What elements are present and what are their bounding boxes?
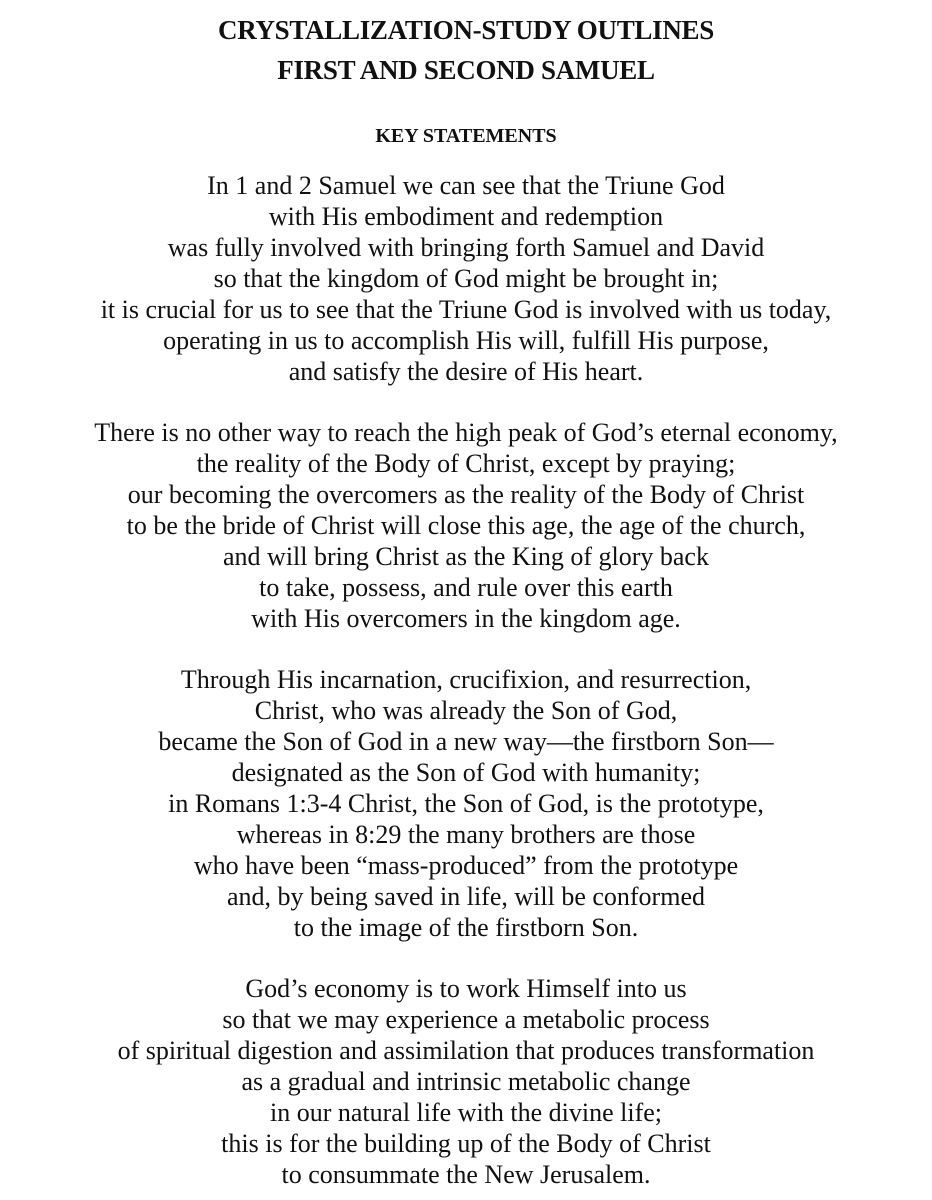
statement-paragraph [0,664,932,943]
statement-line: and satisfy the desire of His heart. [288,357,644,386]
statement-line: to be the bride of Christ will close this age, the age of the church, [126,511,806,540]
statement-line: to consummate the New Jerusalem. [281,1160,651,1189]
statement-line: in our natural life with the divine life; [269,1098,663,1127]
statement-line: and will bring Christ as the King of glory back [223,542,709,571]
statement-line: in Romans 1:3-4 Christ, the Son of God, is the prototype, [168,789,764,818]
statement-line: designated as the Son of God with humanity; [231,758,701,787]
statement-paragraph [0,170,932,387]
statement-line: it is crucial for us to see that the Triune God is involved with us today, [100,295,832,324]
statement-line: and, by being saved in life, will be conformed [227,882,705,911]
statement-line: who have been “mass-produced” from the prototype [193,851,739,880]
statement-paragraph [0,417,932,634]
statement-line: Christ, who was already the Son of God, [254,696,678,725]
section-heading: KEY STATEMENTS [375,125,557,147]
statement-line: of spiritual digestion and assimilation that produces transformation [117,1036,815,1065]
document-title [0,10,932,90]
statement-line: whereas in 8:29 the many brothers are those [236,820,696,849]
statement-line: our becoming the overcomers as the reality of the Body of Christ [127,480,805,509]
statement-paragraph [0,973,932,1190]
statement-line: the reality of the Body of Christ, except by praying; [196,449,736,478]
statement-line: with His overcomers in the kingdom age. [251,604,681,633]
statement-line: operating in us to accomplish His will, fulfill His purpose, [163,326,769,355]
statement-line: with His embodiment and redemption [268,202,664,231]
statement-line: There is no other way to reach the high peak of God’s eternal economy, [94,418,838,447]
title-line: CRYSTALLIZATION-STUDY OUTLINES [218,15,714,45]
statement-line: In 1 and 2 Samuel we can see that the Triune God [207,171,725,200]
statement-line: became the Son of God in a new way—the firstborn Son— [158,727,774,756]
statement-line: God’s economy is to work Himself into us [245,974,687,1003]
statement-line: was fully involved with bringing forth Samuel and David [167,233,765,262]
statement-line: as a gradual and intrinsic metabolic change [241,1067,691,1096]
title-line: FIRST AND SECOND SAMUEL [277,55,655,85]
statement-line: so that we may experience a metabolic process [222,1005,710,1034]
key-statements [0,170,932,1190]
statement-line: to take, possess, and rule over this earth [259,573,673,602]
statement-line: this is for the building up of the Body of Christ [221,1129,711,1158]
statement-line: Through His incarnation, crucifixion, and resurrection, [180,665,752,694]
statement-line: to the image of the firstborn Son. [293,913,639,942]
statement-line: so that the kingdom of God might be brought in; [213,264,719,293]
